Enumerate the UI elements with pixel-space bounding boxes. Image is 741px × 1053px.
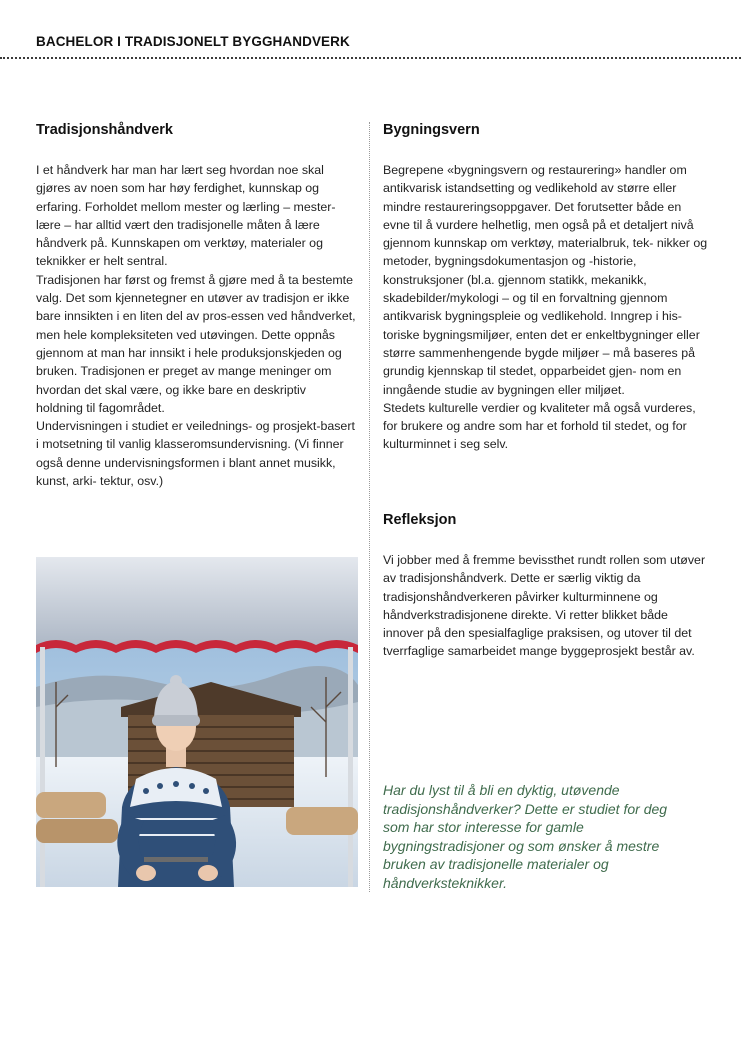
section-refleksjon: [383, 512, 708, 661]
paragraph: Begrepene «bygningsvern og restaurering» handler om antikvarisk istandsetting og vedlikehold av større eller mindre restaureringsoppgaver. Det forutsetter både en evne til å vurdere helhetlig, men også på et detaljert nivå gjennom kunnskap om verktøy, materialbruk, tek- nikker og metoder, bygningsdokumentasjon og -historie, konstruksjoner (bl.a. gjennom statikk, mekanikk, skadebilder/mykologi – og til en forvaltning gjennom antikvarisk bygningspleie og vedlikehold. Inngrep i his- toriske bygningsmiljøer, enten det er enkeltbygninger eller større sammenhengende bygde miljøer – må baseres på grundig kjennskap til stedet, opparbeidet gjen- nom en inngående studie av bygningen eller miljøet.: [383, 163, 708, 397]
section-body-refleksjon: [383, 551, 708, 661]
paragraph: I et håndverk har man har lært seg hvordan noe skal gjøres av noen som har høy ferdighet, kunnskap og erfaring. Forholdet mellom mester og lærling – mester-lære – har alltid vært den tradisjonelle måten å lære håndverk på. Kunnskapen om verktøy, materialer og teknikker er helt sentral.: [36, 163, 336, 269]
pull-quote: Har du lyst til å bli en dyktig, utøvende tradisjonshåndverker? Dette er studiet for deg som har stor interesse for gamle bygningstradisjoner og som ønsker å mestre bruken av tradisjonelle materialer og håndverksteknikker.: [383, 782, 668, 891]
header-dotted-rule: [0, 57, 741, 59]
section-tradisjonshandverk: [36, 122, 356, 490]
section-body-bygningsvern: [383, 161, 708, 454]
page-header-title: BACHELOR I TRADISJONELT BYGGHANDVERK: [36, 34, 350, 49]
section-heading-bygningsvern: Bygningsvern: [383, 122, 480, 138]
paragraph: Tradisjonen har først og fremst å gjøre med å ta bestemte valg. Det som kjennetegner en utøver av tradisjon er ikke bare innsikten i en liten del av pros-essen ved håndverket, men hele kompleksiteten ved utøvingen. Dette oppnås gjennom at man har innsikt i hele produksjonskjeden og bruken. Tradisjonen er preget av mange meninger om hvordan det skal være, og ikke bare en deskriptiv holdning til fagområdet.: [36, 272, 356, 415]
column-dotted-divider: [369, 122, 370, 892]
paragraph: Vi jobber med å fremme bevissthet rundt rollen som utøver av tradisjonshåndverk. Dette er særlig viktig da tradisjonshåndverkeren påvirker kulturminnene og håndverkstradisjonene direkte. Vi retter blikket både innover på den spesialfaglige praksisen, og utover til det tverrfaglige samarbeidet mange byggeprosjekt består av.: [383, 553, 706, 659]
paragraph: Stedets kulturelle verdier og kvaliteter må også vurderes, for brukere og andre som har et forhold til stedet, og for kulturminnet i seg selv.: [383, 400, 696, 452]
section-bygningsvern: [383, 122, 708, 454]
craftsperson-photo: [36, 557, 358, 887]
section-heading-tradisjonshandverk: Tradisjonshåndverk: [36, 122, 173, 138]
paragraph: Undervisningen i studiet er veilednings- og prosjekt-basert i motsetning til vanlig klasseromsundervisning. (Vi finner også denne undervisningsformen i blant annet musikk, kunst, arki- tektur, osv.): [36, 419, 355, 489]
section-body-tradisjonshandverk: [36, 161, 356, 490]
section-heading-refleksjon: Refleksjon: [383, 512, 457, 528]
